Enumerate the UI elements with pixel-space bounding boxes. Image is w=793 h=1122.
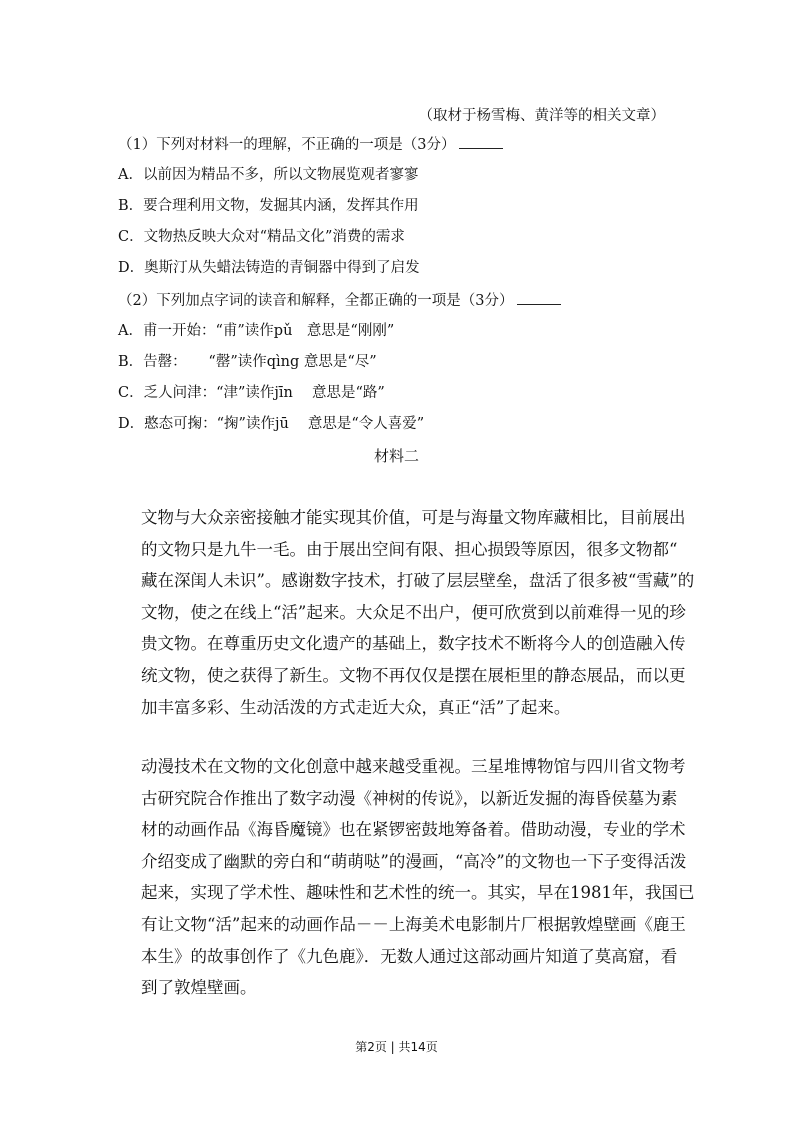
answer-blank-2 xyxy=(517,290,561,305)
paragraph-2-line: 古研究院合作推出了数字动漫《神树的传说》，以新近发掘的海昏侯墓为素 xyxy=(141,788,678,808)
paragraph-2-line: 起来，实现了学术性、趣味性和艺术性的统一。其实，早在1981年，我国已 xyxy=(141,883,695,903)
paragraph-1-line: 贵文物。在尊重历史文化遗产的基础上，数字技术不断将今人的创造融入传 xyxy=(141,634,686,654)
question-2-option-b: B．告罄： “罄”读作qìng 意思是“尽” xyxy=(118,354,377,370)
answer-blank-1 xyxy=(459,134,503,149)
question-2-stem-text: （2）下列加点字词的读音和解释，全都正确的一项是（3分） xyxy=(118,293,514,309)
paragraph-1-line: 的文物只是九牛一毛。由于展出空间有限、担心损毁等原因，很多文物都“ xyxy=(141,539,678,559)
paragraph-2-line: 本生》的故事创作了《九色鹿》．无数人通过这部动画片知道了莫高窟，看 xyxy=(141,946,678,966)
question-1-option-b: B．要合理利用文物，发掘其内涵，发挥其作用 xyxy=(118,198,419,214)
paragraph-2-line: 动漫技术在文物的文化创意中越来越受重视。三星堆博物馆与四川省文物考 xyxy=(141,757,686,776)
paragraph-1-line: 文物与大众亲密接触才能实现其价值，可是与海量文物库藏相比，目前展出 xyxy=(141,508,686,527)
paragraph-2-line: 材的动画作品《海昏魔镜》也在紧锣密鼓地筹备着。借助动漫，专业的学术 xyxy=(141,820,686,840)
paragraph-2-line: 介绍变成了幽默的旁白和“萌萌哒”的漫画，“高冷”的文物也一下子变得活泼 xyxy=(141,851,687,871)
question-1-stem xyxy=(118,134,503,155)
paragraph-1-line: 加丰富多彩、生动活泼的方式走近大众，真正“活”了起来。 xyxy=(141,697,571,717)
question-2-option-c: C．乏人问津：“津”读作jīn 意思是“路” xyxy=(118,385,385,401)
paragraph-2-line: 有让文物“活”起来的动画作品－－上海美术电影制片厂根据敦煌壁画《鹿王 xyxy=(141,914,686,934)
material-2-title: 材料二 xyxy=(373,447,419,465)
question-2-option-a: A．甫一开始：“甫”读作pǔ 意思是“刚刚” xyxy=(118,323,395,339)
paragraph-1-line: 文物，使之在线上“活”起来。大众足不出户，便可欣赏到以前难得一见的珍 xyxy=(141,602,686,622)
question-2-option-d: D．憨态可掬：“掬”读作jū 意思是“令人喜爱” xyxy=(118,416,425,432)
question-1-option-d: D．奥斯汀从失蜡法铸造的青铜器中得到了启发 xyxy=(118,260,420,276)
paragraph-1-line: 统文物，使之获得了新生。文物不再仅仅是摆在展柜里的静态展品，而以更 xyxy=(141,665,686,685)
paragraph-2 xyxy=(141,751,695,1004)
paragraph-1-line: 藏在深闺人未识”。感谢数字技术，打破了层层壁垒，盘活了很多被“雪藏”的 xyxy=(141,571,695,591)
paragraph-1 xyxy=(141,502,695,723)
question-2-stem xyxy=(118,290,561,311)
question-1-option-a: A．以前因为精品不多，所以文物展览观者寥寥 xyxy=(118,167,419,183)
page-footer: 第2页 | 共14页 xyxy=(355,1040,438,1054)
paragraph-2-line: 到了敦煌壁画。 xyxy=(141,978,257,998)
question-1-stem-text: （1）下列对材料一的理解，不正确的一项是（3分） xyxy=(118,137,456,153)
source-note: （取材于杨雪梅、黄洋等的相关文章） xyxy=(418,108,665,124)
question-1-option-c: C．文物热反映大众对“精品文化”消费的需求 xyxy=(118,229,405,245)
